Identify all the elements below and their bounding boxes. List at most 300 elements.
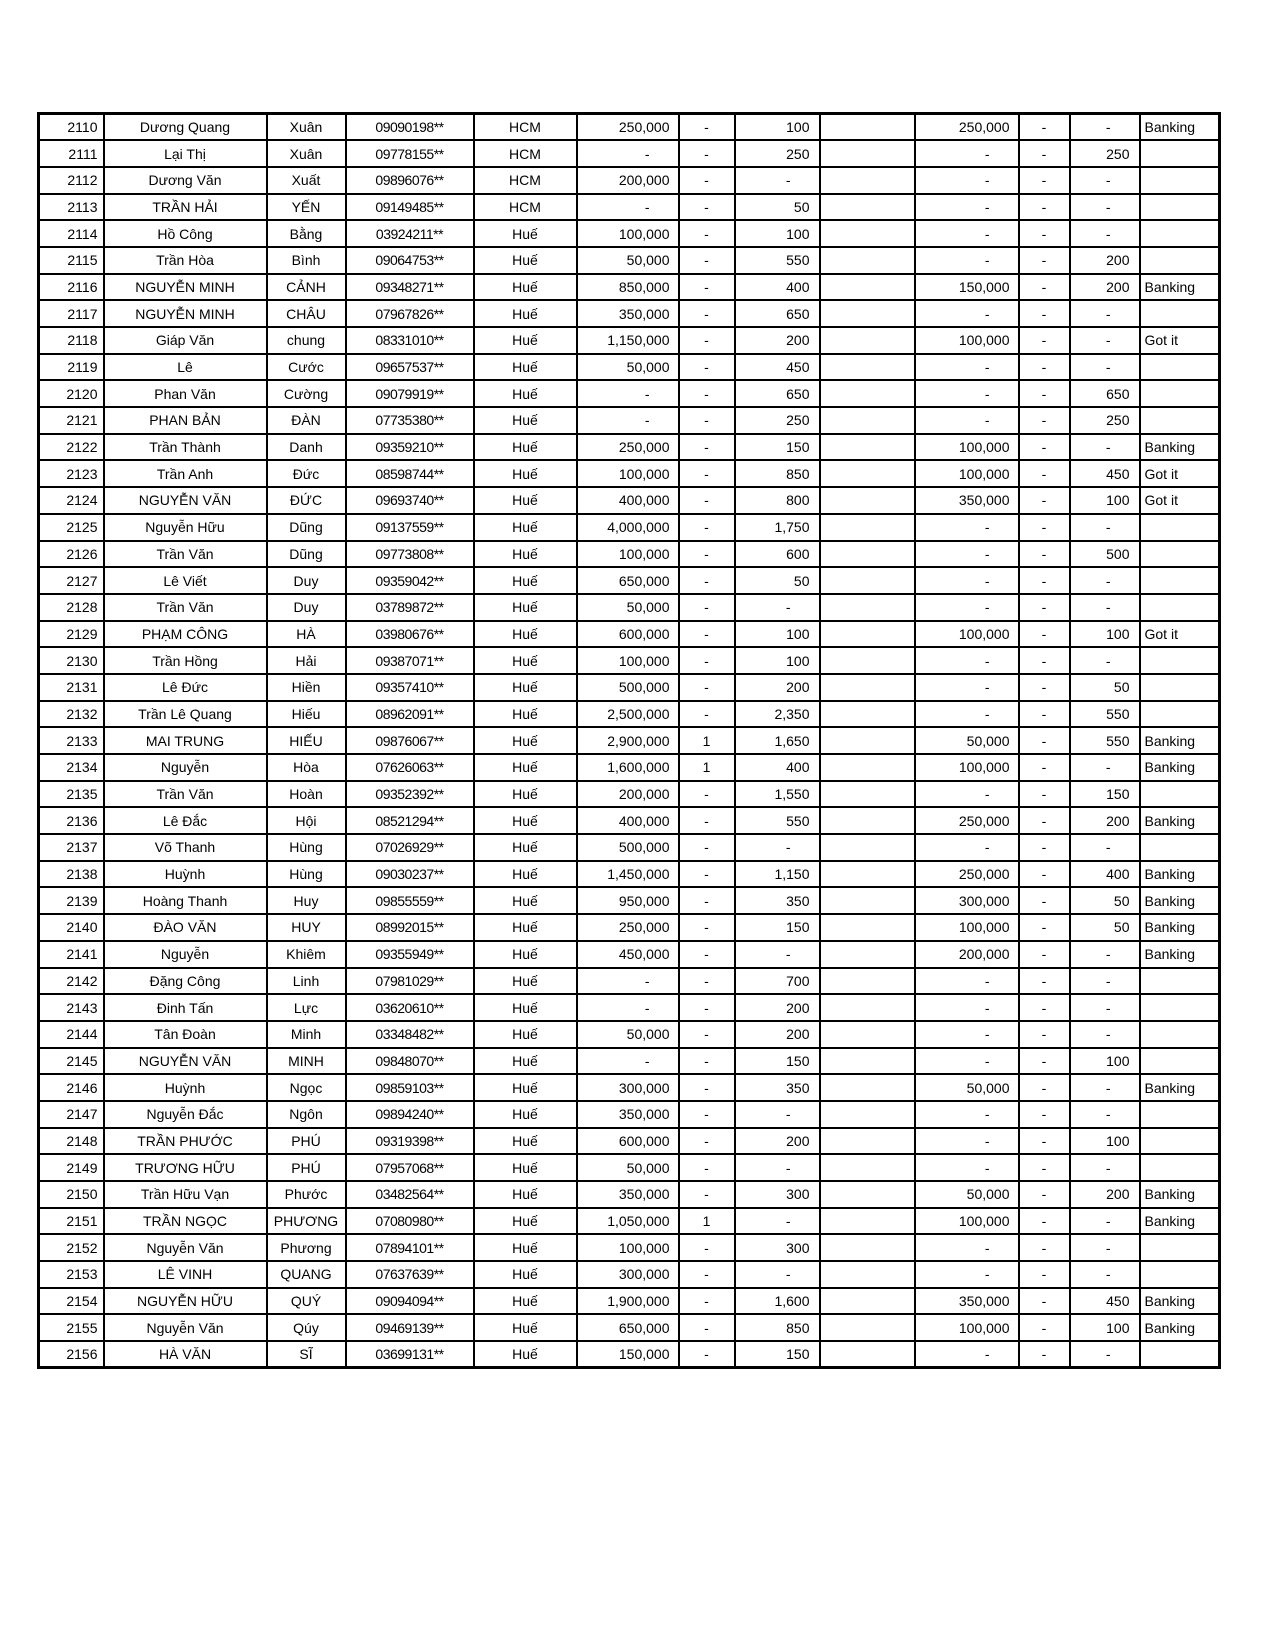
cell-amount-2: - bbox=[915, 674, 1019, 701]
cell-points-2: 450 bbox=[1070, 1288, 1140, 1315]
cell-amount-1: 1,900,000 bbox=[577, 1288, 679, 1315]
table-row bbox=[39, 1314, 1220, 1341]
cell-points-2: 150 bbox=[1070, 781, 1140, 808]
cell-id: 2124 bbox=[39, 487, 104, 514]
cell-last-name: Linh bbox=[267, 968, 346, 995]
cell-first-name: Tân Đoàn bbox=[104, 1021, 267, 1048]
cell-amount-1: 1,150,000 bbox=[577, 327, 679, 354]
cell-phone-masked: 09778155** bbox=[346, 140, 474, 167]
cell-points-2: - bbox=[1070, 194, 1140, 221]
cell-empty bbox=[820, 140, 915, 167]
cell-last-name: Hùng bbox=[267, 834, 346, 861]
cell-last-name: Huy bbox=[267, 887, 346, 914]
cell-id: 2134 bbox=[39, 754, 104, 781]
cell-first-name: PHẠM CÔNG bbox=[104, 621, 267, 648]
cell-status bbox=[1140, 1234, 1220, 1261]
cell-empty bbox=[820, 434, 915, 461]
cell-qty-1: - bbox=[679, 1288, 735, 1315]
cell-city: Huế bbox=[474, 1341, 577, 1368]
cell-qty-1: - bbox=[679, 380, 735, 407]
cell-qty-1: - bbox=[679, 300, 735, 327]
cell-qty-2: - bbox=[1019, 380, 1070, 407]
cell-empty bbox=[820, 274, 915, 301]
cell-city: Huế bbox=[474, 354, 577, 381]
cell-amount-1: 400,000 bbox=[577, 807, 679, 834]
cell-qty-2: - bbox=[1019, 1234, 1070, 1261]
cell-points-2: - bbox=[1070, 994, 1140, 1021]
cell-amount-1: 50,000 bbox=[577, 1154, 679, 1181]
cell-empty bbox=[820, 354, 915, 381]
cell-id: 2151 bbox=[39, 1208, 104, 1235]
cell-empty bbox=[820, 914, 915, 941]
cell-empty bbox=[820, 407, 915, 434]
cell-amount-2: 50,000 bbox=[915, 1181, 1019, 1208]
cell-points-2: - bbox=[1070, 300, 1140, 327]
cell-phone-masked: 07981029** bbox=[346, 968, 474, 995]
cell-qty-1: - bbox=[679, 1074, 735, 1101]
cell-id: 2125 bbox=[39, 514, 104, 541]
cell-qty-1: - bbox=[679, 1341, 735, 1368]
cell-qty-1: - bbox=[679, 621, 735, 648]
cell-points-2: - bbox=[1070, 834, 1140, 861]
cell-points-1: 1,600 bbox=[735, 1288, 820, 1315]
cell-qty-2: - bbox=[1019, 1154, 1070, 1181]
cell-points-2: 400 bbox=[1070, 861, 1140, 888]
cell-amount-2: 100,000 bbox=[915, 434, 1019, 461]
table-row bbox=[39, 1208, 1220, 1235]
cell-amount-1: 450,000 bbox=[577, 941, 679, 968]
table-row bbox=[39, 1101, 1220, 1128]
cell-city: Huế bbox=[474, 674, 577, 701]
cell-points-2: - bbox=[1070, 594, 1140, 621]
cell-status bbox=[1140, 1048, 1220, 1075]
cell-city: Huế bbox=[474, 1181, 577, 1208]
table-row bbox=[39, 674, 1220, 701]
cell-id: 2114 bbox=[39, 220, 104, 247]
cell-qty-1: - bbox=[679, 807, 735, 834]
cell-qty-2: - bbox=[1019, 247, 1070, 274]
spreadsheet-page bbox=[37, 112, 1221, 1369]
cell-points-1: 200 bbox=[735, 1021, 820, 1048]
cell-amount-2: - bbox=[915, 247, 1019, 274]
member-list-table bbox=[37, 112, 1221, 1369]
cell-status bbox=[1140, 647, 1220, 674]
cell-last-name: Khiêm bbox=[267, 941, 346, 968]
cell-points-2: - bbox=[1070, 941, 1140, 968]
cell-phone-masked: 09359042** bbox=[346, 567, 474, 594]
cell-points-1: - bbox=[735, 594, 820, 621]
cell-qty-1: 1 bbox=[679, 754, 735, 781]
cell-id: 2153 bbox=[39, 1261, 104, 1288]
cell-status: Banking bbox=[1140, 1181, 1220, 1208]
cell-phone-masked: 07957068** bbox=[346, 1154, 474, 1181]
cell-qty-1: - bbox=[679, 834, 735, 861]
table-row bbox=[39, 380, 1220, 407]
cell-points-1: 300 bbox=[735, 1234, 820, 1261]
cell-phone-masked: 09352392** bbox=[346, 781, 474, 808]
cell-last-name: HIẾU bbox=[267, 727, 346, 754]
cell-city: Huế bbox=[474, 621, 577, 648]
cell-phone-masked: 09149485** bbox=[346, 194, 474, 221]
table-row bbox=[39, 407, 1220, 434]
cell-id: 2117 bbox=[39, 300, 104, 327]
cell-empty bbox=[820, 541, 915, 568]
cell-phone-masked: 07894101** bbox=[346, 1234, 474, 1261]
cell-city: Huế bbox=[474, 1234, 577, 1261]
cell-city: Huế bbox=[474, 781, 577, 808]
table-row bbox=[39, 968, 1220, 995]
cell-phone-masked: 09773808** bbox=[346, 541, 474, 568]
cell-first-name: HÀ VĂN bbox=[104, 1341, 267, 1368]
cell-points-1: 400 bbox=[735, 754, 820, 781]
cell-phone-masked: 09894240** bbox=[346, 1101, 474, 1128]
cell-points-2: - bbox=[1070, 220, 1140, 247]
cell-points-2: 50 bbox=[1070, 914, 1140, 941]
cell-first-name: TRẦN NGỌC bbox=[104, 1208, 267, 1235]
table-row bbox=[39, 1074, 1220, 1101]
cell-qty-1: - bbox=[679, 1048, 735, 1075]
cell-status: Banking bbox=[1140, 941, 1220, 968]
cell-amount-1: 350,000 bbox=[577, 1101, 679, 1128]
cell-first-name: Đinh Tấn bbox=[104, 994, 267, 1021]
cell-city: Huế bbox=[474, 1074, 577, 1101]
cell-qty-2: - bbox=[1019, 968, 1070, 995]
cell-status: Banking bbox=[1140, 274, 1220, 301]
cell-qty-1: - bbox=[679, 167, 735, 194]
cell-qty-1: - bbox=[679, 594, 735, 621]
cell-amount-1: 650,000 bbox=[577, 1314, 679, 1341]
cell-id: 2131 bbox=[39, 674, 104, 701]
cell-qty-2: - bbox=[1019, 407, 1070, 434]
cell-amount-2: 100,000 bbox=[915, 1314, 1019, 1341]
table-row bbox=[39, 781, 1220, 808]
cell-qty-1: - bbox=[679, 781, 735, 808]
cell-qty-2: - bbox=[1019, 594, 1070, 621]
cell-first-name: Trần Văn bbox=[104, 781, 267, 808]
cell-amount-1: 300,000 bbox=[577, 1261, 679, 1288]
cell-id: 2112 bbox=[39, 167, 104, 194]
cell-last-name: Xuất bbox=[267, 167, 346, 194]
cell-amount-1: - bbox=[577, 140, 679, 167]
cell-points-1: 1,750 bbox=[735, 514, 820, 541]
cell-amount-1: 100,000 bbox=[577, 220, 679, 247]
cell-id: 2126 bbox=[39, 541, 104, 568]
cell-empty bbox=[820, 674, 915, 701]
cell-first-name: Lại Thị bbox=[104, 140, 267, 167]
table-row bbox=[39, 460, 1220, 487]
cell-city: Huế bbox=[474, 274, 577, 301]
cell-empty bbox=[820, 1288, 915, 1315]
cell-first-name: Nguyễn bbox=[104, 941, 267, 968]
cell-amount-2: 100,000 bbox=[915, 621, 1019, 648]
cell-qty-2: - bbox=[1019, 1181, 1070, 1208]
cell-last-name: Lực bbox=[267, 994, 346, 1021]
cell-status bbox=[1140, 407, 1220, 434]
cell-points-1: - bbox=[735, 1261, 820, 1288]
cell-qty-1: - bbox=[679, 861, 735, 888]
cell-amount-2: - bbox=[915, 1048, 1019, 1075]
table-row bbox=[39, 754, 1220, 781]
cell-status bbox=[1140, 247, 1220, 274]
cell-city: Huế bbox=[474, 887, 577, 914]
cell-last-name: Cường bbox=[267, 380, 346, 407]
cell-amount-1: 100,000 bbox=[577, 541, 679, 568]
cell-amount-2: - bbox=[915, 1154, 1019, 1181]
cell-last-name: SĨ bbox=[267, 1341, 346, 1368]
table-row bbox=[39, 541, 1220, 568]
cell-points-2: 250 bbox=[1070, 407, 1140, 434]
cell-city: Huế bbox=[474, 1128, 577, 1155]
cell-qty-1: - bbox=[679, 114, 735, 141]
cell-city: Huế bbox=[474, 807, 577, 834]
table-row bbox=[39, 167, 1220, 194]
cell-points-2: 500 bbox=[1070, 541, 1140, 568]
cell-phone-masked: 09896076** bbox=[346, 167, 474, 194]
table-row bbox=[39, 887, 1220, 914]
cell-status: Got it bbox=[1140, 327, 1220, 354]
cell-points-2: 100 bbox=[1070, 621, 1140, 648]
cell-phone-masked: 09348271** bbox=[346, 274, 474, 301]
cell-points-1: 350 bbox=[735, 1074, 820, 1101]
cell-qty-1: - bbox=[679, 1181, 735, 1208]
cell-phone-masked: 09855559** bbox=[346, 887, 474, 914]
cell-last-name: ĐÀN bbox=[267, 407, 346, 434]
cell-amount-1: 100,000 bbox=[577, 1234, 679, 1261]
cell-points-2: 250 bbox=[1070, 140, 1140, 167]
cell-qty-2: - bbox=[1019, 1128, 1070, 1155]
cell-amount-1: 1,600,000 bbox=[577, 754, 679, 781]
cell-first-name: TRẦN PHƯỚC bbox=[104, 1128, 267, 1155]
cell-id: 2119 bbox=[39, 354, 104, 381]
cell-first-name: NGUYỄN HỮU bbox=[104, 1288, 267, 1315]
cell-empty bbox=[820, 514, 915, 541]
cell-id: 2140 bbox=[39, 914, 104, 941]
cell-phone-masked: 03980676** bbox=[346, 621, 474, 648]
cell-amount-1: 150,000 bbox=[577, 1341, 679, 1368]
cell-first-name: Nguyễn Văn bbox=[104, 1234, 267, 1261]
cell-empty bbox=[820, 1154, 915, 1181]
cell-status: Banking bbox=[1140, 434, 1220, 461]
cell-phone-masked: 09359210** bbox=[346, 434, 474, 461]
cell-qty-2: - bbox=[1019, 1021, 1070, 1048]
cell-qty-2: - bbox=[1019, 1314, 1070, 1341]
cell-qty-2: - bbox=[1019, 567, 1070, 594]
cell-qty-2: - bbox=[1019, 487, 1070, 514]
cell-amount-2: 250,000 bbox=[915, 114, 1019, 141]
cell-empty bbox=[820, 300, 915, 327]
cell-phone-masked: 08962091** bbox=[346, 701, 474, 728]
cell-amount-2: - bbox=[915, 380, 1019, 407]
cell-amount-2: 250,000 bbox=[915, 807, 1019, 834]
cell-amount-1: 50,000 bbox=[577, 594, 679, 621]
cell-points-1: 200 bbox=[735, 674, 820, 701]
cell-city: HCM bbox=[474, 114, 577, 141]
cell-phone-masked: 09079919** bbox=[346, 380, 474, 407]
table-row bbox=[39, 834, 1220, 861]
table-row bbox=[39, 327, 1220, 354]
cell-first-name: NGUYỄN VĂN bbox=[104, 1048, 267, 1075]
cell-points-2: 200 bbox=[1070, 1181, 1140, 1208]
cell-empty bbox=[820, 194, 915, 221]
cell-points-1: 850 bbox=[735, 460, 820, 487]
cell-qty-1: - bbox=[679, 327, 735, 354]
cell-qty-1: - bbox=[679, 1154, 735, 1181]
cell-first-name: TRẦN HẢI bbox=[104, 194, 267, 221]
cell-phone-masked: 09657537** bbox=[346, 354, 474, 381]
cell-last-name: Hải bbox=[267, 647, 346, 674]
cell-empty bbox=[820, 460, 915, 487]
cell-amount-2: - bbox=[915, 834, 1019, 861]
cell-last-name: Phương bbox=[267, 1234, 346, 1261]
cell-empty bbox=[820, 114, 915, 141]
cell-empty bbox=[820, 247, 915, 274]
cell-points-1: 1,150 bbox=[735, 861, 820, 888]
cell-empty bbox=[820, 968, 915, 995]
cell-last-name: CHÂU bbox=[267, 300, 346, 327]
cell-empty bbox=[820, 487, 915, 514]
table-row bbox=[39, 621, 1220, 648]
cell-amount-1: - bbox=[577, 994, 679, 1021]
cell-phone-masked: 09357410** bbox=[346, 674, 474, 701]
cell-amount-2: - bbox=[915, 1128, 1019, 1155]
table-row bbox=[39, 220, 1220, 247]
cell-empty bbox=[820, 1128, 915, 1155]
cell-qty-1: - bbox=[679, 247, 735, 274]
cell-status bbox=[1140, 300, 1220, 327]
cell-status bbox=[1140, 674, 1220, 701]
cell-first-name: NGUYỄN MINH bbox=[104, 300, 267, 327]
cell-last-name: Duy bbox=[267, 594, 346, 621]
cell-id: 2136 bbox=[39, 807, 104, 834]
cell-status bbox=[1140, 1341, 1220, 1368]
cell-amount-2: - bbox=[915, 594, 1019, 621]
cell-qty-1: - bbox=[679, 487, 735, 514]
cell-points-2: - bbox=[1070, 1234, 1140, 1261]
cell-first-name: Huỳnh bbox=[104, 1074, 267, 1101]
table-row bbox=[39, 861, 1220, 888]
cell-id: 2135 bbox=[39, 781, 104, 808]
cell-qty-2: - bbox=[1019, 1101, 1070, 1128]
cell-qty-2: - bbox=[1019, 621, 1070, 648]
cell-id: 2139 bbox=[39, 887, 104, 914]
cell-qty-1: - bbox=[679, 887, 735, 914]
cell-phone-masked: 09319398** bbox=[346, 1128, 474, 1155]
cell-first-name: Dương Quang bbox=[104, 114, 267, 141]
cell-amount-1: 600,000 bbox=[577, 1128, 679, 1155]
cell-empty bbox=[820, 594, 915, 621]
cell-qty-2: - bbox=[1019, 1048, 1070, 1075]
cell-city: HCM bbox=[474, 167, 577, 194]
table-row bbox=[39, 114, 1220, 141]
cell-points-1: 1,550 bbox=[735, 781, 820, 808]
cell-points-1: 100 bbox=[735, 220, 820, 247]
cell-points-2: 50 bbox=[1070, 887, 1140, 914]
cell-first-name: Trần Văn bbox=[104, 594, 267, 621]
cell-phone-masked: 09387071** bbox=[346, 647, 474, 674]
cell-status bbox=[1140, 167, 1220, 194]
cell-amount-2: 300,000 bbox=[915, 887, 1019, 914]
cell-points-1: 700 bbox=[735, 968, 820, 995]
cell-first-name: Nguyễn Đắc bbox=[104, 1101, 267, 1128]
cell-amount-1: 4,000,000 bbox=[577, 514, 679, 541]
cell-points-2: - bbox=[1070, 1208, 1140, 1235]
cell-amount-1: 2,900,000 bbox=[577, 727, 679, 754]
cell-amount-2: 350,000 bbox=[915, 487, 1019, 514]
cell-city: Huế bbox=[474, 861, 577, 888]
cell-amount-2: - bbox=[915, 1261, 1019, 1288]
cell-points-1: 1,650 bbox=[735, 727, 820, 754]
cell-first-name: Phan Văn bbox=[104, 380, 267, 407]
cell-points-1: 450 bbox=[735, 354, 820, 381]
cell-amount-2: - bbox=[915, 701, 1019, 728]
cell-status bbox=[1140, 354, 1220, 381]
cell-city: Huế bbox=[474, 514, 577, 541]
cell-amount-2: - bbox=[915, 220, 1019, 247]
cell-first-name: TRƯƠNG HỮU bbox=[104, 1154, 267, 1181]
table-row bbox=[39, 1128, 1220, 1155]
cell-phone-masked: 03924211** bbox=[346, 220, 474, 247]
cell-points-1: 100 bbox=[735, 647, 820, 674]
table-body bbox=[39, 114, 1220, 1368]
cell-qty-2: - bbox=[1019, 434, 1070, 461]
cell-empty bbox=[820, 567, 915, 594]
cell-id: 2110 bbox=[39, 114, 104, 141]
cell-city: Huế bbox=[474, 567, 577, 594]
cell-status bbox=[1140, 140, 1220, 167]
cell-first-name: Lê Đức bbox=[104, 674, 267, 701]
cell-id: 2129 bbox=[39, 621, 104, 648]
cell-first-name: Trần Hòa bbox=[104, 247, 267, 274]
table-row bbox=[39, 434, 1220, 461]
cell-phone-masked: 07626063** bbox=[346, 754, 474, 781]
cell-amount-2: - bbox=[915, 1101, 1019, 1128]
cell-amount-1: - bbox=[577, 380, 679, 407]
cell-city: Huế bbox=[474, 754, 577, 781]
cell-last-name: Hoàn bbox=[267, 781, 346, 808]
cell-points-1: 350 bbox=[735, 887, 820, 914]
cell-qty-1: - bbox=[679, 647, 735, 674]
cell-status: Banking bbox=[1140, 1074, 1220, 1101]
cell-last-name: Minh bbox=[267, 1021, 346, 1048]
cell-city: Huế bbox=[474, 1021, 577, 1048]
cell-city: Huế bbox=[474, 247, 577, 274]
cell-phone-masked: 09469139** bbox=[346, 1314, 474, 1341]
cell-empty bbox=[820, 1314, 915, 1341]
cell-qty-1: 1 bbox=[679, 727, 735, 754]
cell-qty-1: - bbox=[679, 941, 735, 968]
cell-phone-masked: 03348482** bbox=[346, 1021, 474, 1048]
table-row bbox=[39, 1048, 1220, 1075]
cell-status: Banking bbox=[1140, 1288, 1220, 1315]
table-row bbox=[39, 274, 1220, 301]
cell-amount-2: - bbox=[915, 781, 1019, 808]
cell-amount-1: 250,000 bbox=[577, 434, 679, 461]
table-row bbox=[39, 354, 1220, 381]
cell-id: 2137 bbox=[39, 834, 104, 861]
cell-city: Huế bbox=[474, 914, 577, 941]
cell-last-name: Xuân bbox=[267, 114, 346, 141]
cell-points-2: - bbox=[1070, 647, 1140, 674]
cell-id: 2113 bbox=[39, 194, 104, 221]
cell-last-name: Ngôn bbox=[267, 1101, 346, 1128]
cell-points-1: - bbox=[735, 834, 820, 861]
cell-last-name: Hiếu bbox=[267, 701, 346, 728]
cell-id: 2115 bbox=[39, 247, 104, 274]
cell-qty-2: - bbox=[1019, 781, 1070, 808]
cell-status bbox=[1140, 380, 1220, 407]
cell-status: Got it bbox=[1140, 487, 1220, 514]
cell-first-name: Nguyễn Văn bbox=[104, 1314, 267, 1341]
